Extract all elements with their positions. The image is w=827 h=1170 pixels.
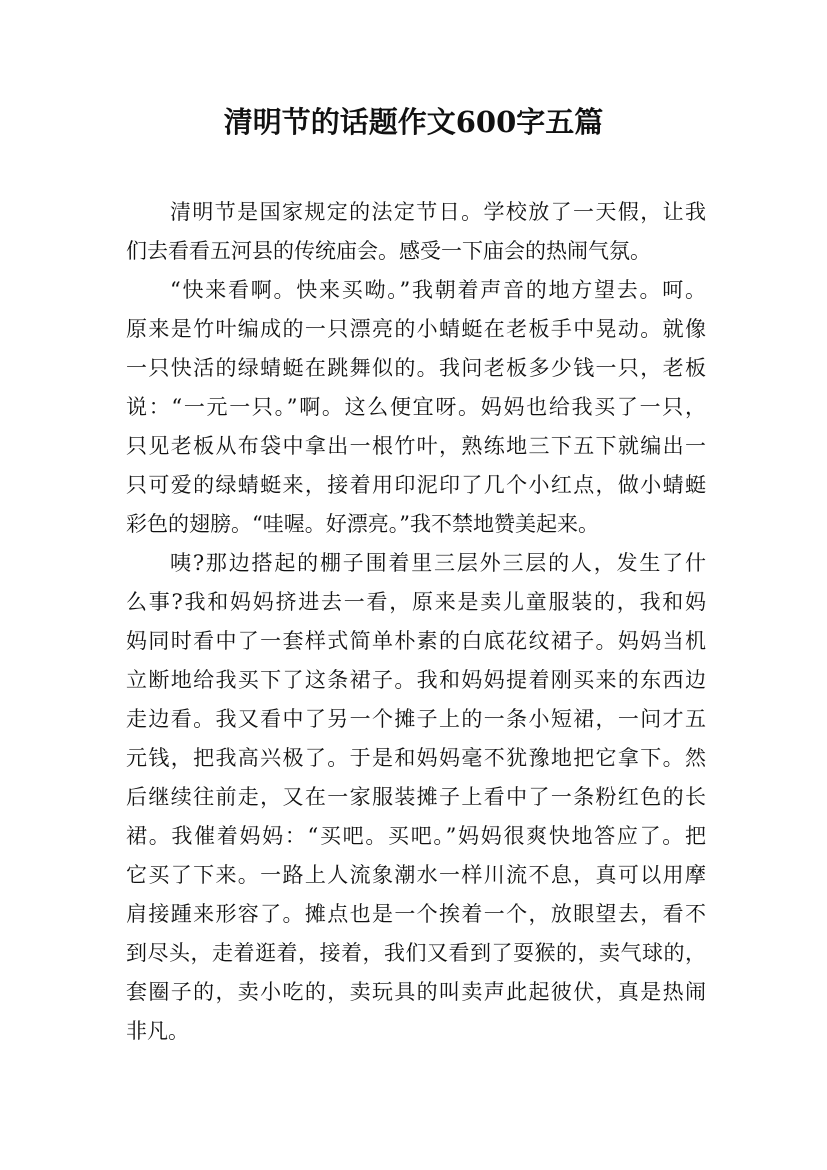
text-line: 彩色的翅膀。“哇喔。好漂亮。”我不禁地赞美起来。 <box>126 512 599 536</box>
document-body <box>126 193 706 1051</box>
text-line: 后继续往前走，又在一家服装摊子上看中了一条粉红色的长 <box>126 785 706 809</box>
text-line: 只见老板从布袋中拿出一根竹叶，熟练地三下五下就编出一 <box>126 434 706 458</box>
text-line: 它买了下来。一路上人流象潮水一样川流不息，真可以用摩 <box>126 863 706 887</box>
text-line: 立断地给我买下了这条裙子。我和妈妈提着刚买来的东西边 <box>126 668 706 692</box>
text-line: 一只快活的绿蜻蜓在跳舞似的。我问老板多少钱一只，老板 <box>126 356 706 380</box>
text-line: 非凡。 <box>126 1019 189 1043</box>
text-line: 妈同时看中了一套样式简单朴素的白底花纹裙子。妈妈当机 <box>126 629 706 653</box>
text-line: 裙。我催着妈妈：“买吧。买吧。”妈妈很爽快地答应了。把 <box>126 824 706 848</box>
text-line: 到尽头，走着逛着，接着，我们又看到了耍猴的，卖气球的， <box>126 941 706 965</box>
document-title: 清明节的话题作文600字五篇 <box>223 105 604 139</box>
text-line: “快来看啊。快来买呦。”我朝着声音的地方望去。呵。 <box>170 278 706 302</box>
text-line: 咦?那边搭起的棚子围着里三层外三层的人，发生了什 <box>170 551 706 575</box>
text-line: 们去看看五河县的传统庙会。感受一下庙会的热闹气氛。 <box>126 239 651 263</box>
text-line: 么事?我和妈妈挤进去一看，原来是卖儿童服装的，我和妈 <box>126 590 706 614</box>
text-line: 只可爱的绿蜻蜓来，接着用印泥印了几个小红点，做小蜻蜓 <box>126 473 706 497</box>
text-line: 套圈子的，卖小吃的，卖玩具的叫卖声此起彼伏，真是热闹 <box>126 980 706 1004</box>
text-line: 原来是竹叶编成的一只漂亮的小蜻蜓在老板手中晃动。就像 <box>126 317 706 341</box>
text-line: 清明节是国家规定的法定节日。学校放了一天假，让我 <box>170 200 706 224</box>
text-line: 元钱，把我高兴极了。于是和妈妈毫不犹豫地把它拿下。然 <box>126 746 706 770</box>
text-line: 说：“一元一只。”啊。这么便宜呀。妈妈也给我买了一只， <box>126 395 706 419</box>
text-line: 走边看。我又看中了另一个摊子上的一条小短裙，一问才五 <box>126 707 706 731</box>
text-line: 肩接踵来形容了。摊点也是一个挨着一个，放眼望去，看不 <box>126 902 706 926</box>
